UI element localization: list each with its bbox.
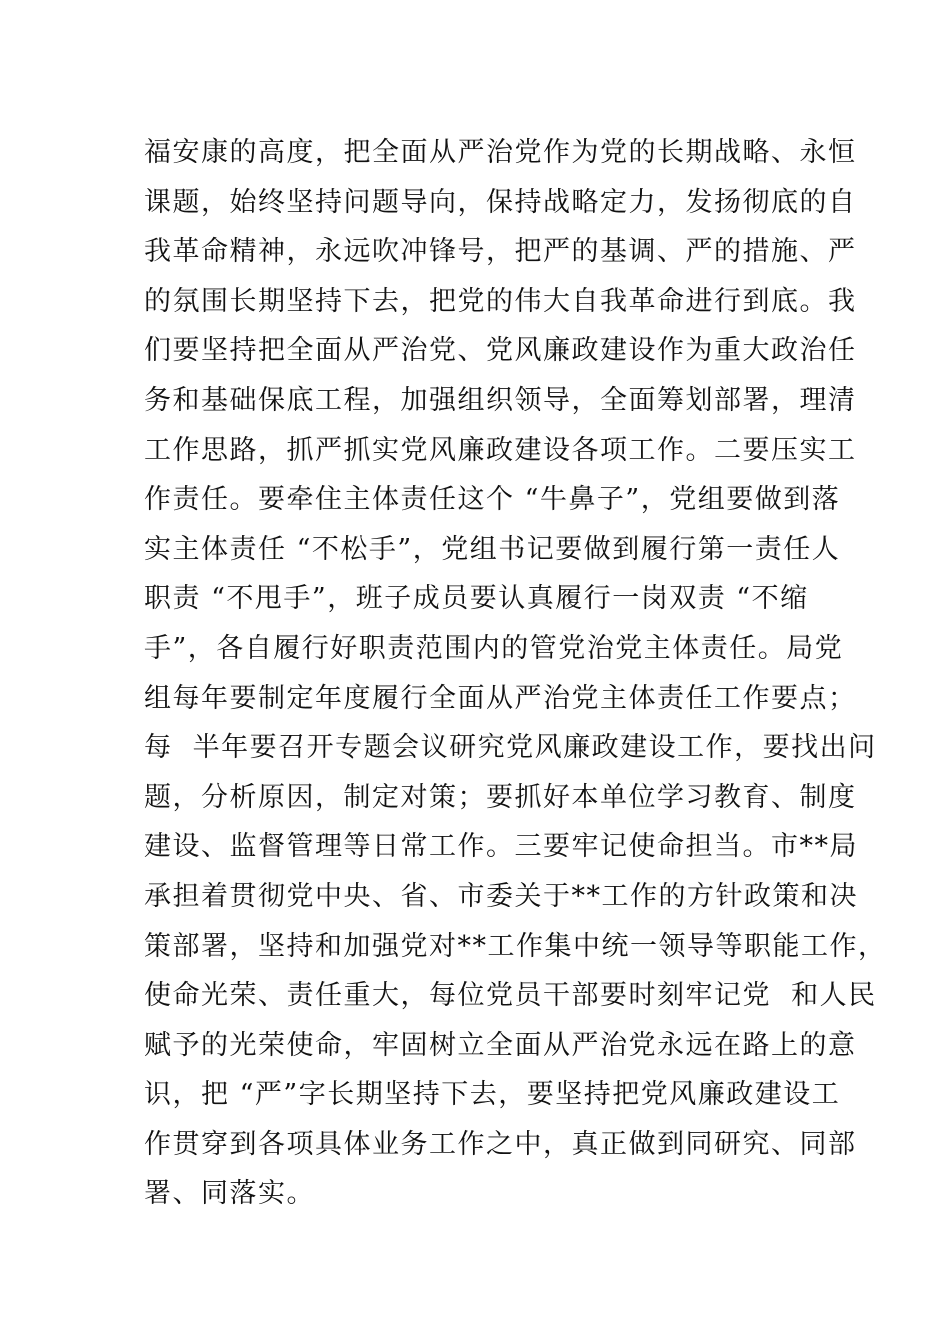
text-line: 题，分析原因，制定对策；要抓好本单位学习教育、制度	[144, 781, 857, 813]
text-line: 署、同落实。	[144, 1178, 315, 1210]
body-text	[144, 128, 887, 1219]
text-line: 职责 “不甩手”，班子成员要认真履行一岗双责 “不缩	[144, 583, 809, 615]
text-line: 务和基础保底工程，加强组织领导，全面筹划部署，理清	[144, 384, 857, 416]
text-line: 工作思路，抓严抓实党风廉政建设各项工作。二要压实工	[144, 434, 857, 466]
text-line: 作贯穿到各项具体业务工作之中，真正做到同研究、同部	[144, 1128, 857, 1160]
text-line: 课题，始终坚持问题导向，保持战略定力，发扬彻底的自	[144, 186, 857, 218]
text-line: 的氛围长期坚持下去，把党的伟大自我革命进行到底。我	[144, 285, 857, 317]
text-line: 们要坚持把全面从严治党、党风廉政建设作为重大政治任	[144, 335, 857, 367]
text-line: 手”，各自履行好职责范围内的管党治党主体责任。局党	[144, 632, 844, 664]
text-line: 每 半年要召开专题会议研究党风廉政建设工作，要找出问	[144, 732, 877, 764]
text-line: 福安康的高度，把全面从严治党作为党的长期战略、永恒	[144, 137, 857, 168]
text-line: 组每年要制定年度履行全面从严治党主体责任工作要点；	[144, 682, 857, 714]
text-line: 作责任。要牵住主体责任这个 “牛鼻子”，党组要做到落	[144, 484, 841, 516]
text-line: 承担着贯彻党中央、省、市委关于**工作的方针政策和决	[144, 880, 858, 912]
text-line: 建设、监督管理等日常工作。三要牢记使命担当。市**局	[144, 831, 858, 863]
text-line: 策部署，坚持和加强党对**工作集中统一领导等职能工作，	[144, 930, 887, 962]
text-line: 使命光荣、责任重大，每位党员干部要时刻牢记党 和人民	[144, 980, 877, 1012]
text-line: 实主体责任 “不松手”，党组书记要做到履行第一责任人	[144, 533, 841, 565]
text-line: 识，把 “严”字长期坚持下去，要坚持把党风廉政建设工	[144, 1079, 841, 1111]
text-line: 赋予的光荣使命，牢固树立全面从严治党永远在路上的意	[144, 1029, 857, 1061]
text-line: 我革命精神，永远吹冲锋号，把严的基调、严的措施、严	[144, 236, 857, 268]
